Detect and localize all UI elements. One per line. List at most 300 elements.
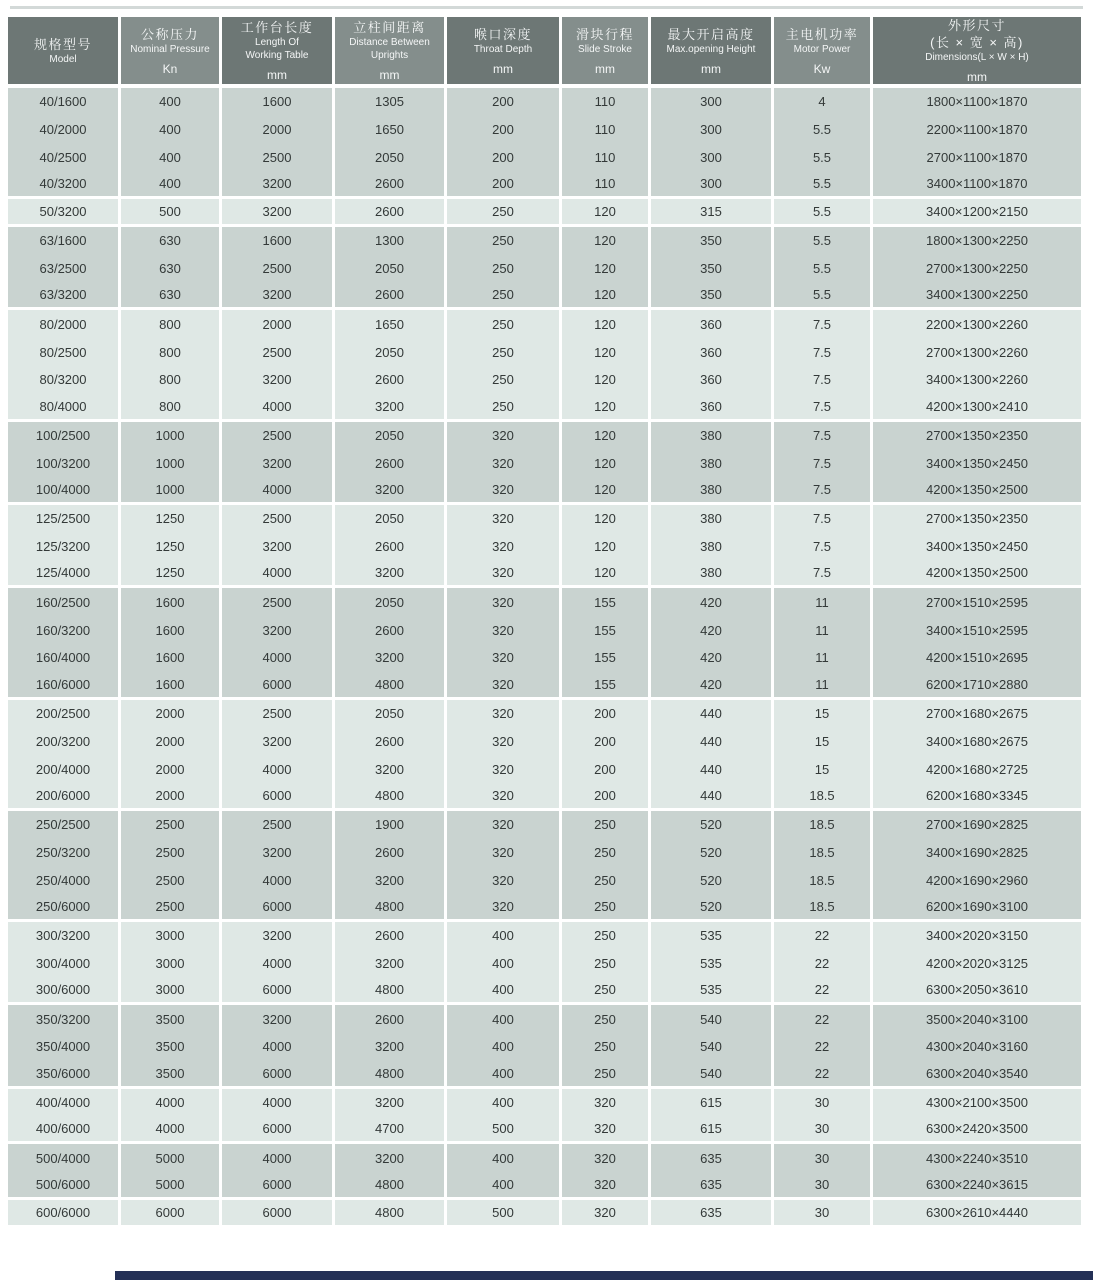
- cell-slide-stroke: 155: [562, 616, 648, 644]
- cell-nominal-pressure: 1600: [121, 616, 219, 644]
- cell-uprights-distance: 2600: [335, 839, 444, 867]
- cell-model: 250/2500: [8, 811, 118, 839]
- header-en-label: Dimensions(L × W × H): [925, 52, 1029, 63]
- cell-working-table-length: 4000: [222, 1089, 332, 1117]
- cell-uprights-distance: 2600: [335, 616, 444, 644]
- cell-dimensions: 6200×1710×2880: [873, 672, 1081, 700]
- cell-dimensions: 2700×1680×2675: [873, 700, 1081, 728]
- table-row: [8, 1033, 1081, 1061]
- cell-working-table-length: 2500: [222, 422, 332, 450]
- cell-max-opening-height: 635: [651, 1144, 771, 1172]
- cell-nominal-pressure: 1250: [121, 533, 219, 561]
- cell-slide-stroke: 155: [562, 672, 648, 700]
- cell-nominal-pressure: 630: [121, 255, 219, 283]
- cell-working-table-length: 4000: [222, 1033, 332, 1061]
- cell-uprights-distance: 2600: [335, 533, 444, 561]
- header-unit-label: mm: [493, 61, 513, 76]
- cell-uprights-distance: 2050: [335, 505, 444, 533]
- cell-max-opening-height: 380: [651, 505, 771, 533]
- cell-slide-stroke: 250: [562, 1061, 648, 1089]
- cell-dimensions: 2200×1100×1870: [873, 116, 1081, 144]
- cell-max-opening-height: 360: [651, 366, 771, 394]
- cell-dimensions: 2200×1300×2260: [873, 310, 1081, 338]
- cell-motor-power: 22: [774, 950, 870, 978]
- cell-uprights-distance: 4800: [335, 783, 444, 811]
- cell-throat-depth: 250: [447, 283, 559, 311]
- cell-model: 200/4000: [8, 755, 118, 783]
- table-row: [8, 310, 1081, 338]
- cell-nominal-pressure: 2500: [121, 839, 219, 867]
- col-header-dimensions: [873, 17, 1081, 88]
- table-row: [8, 338, 1081, 366]
- cell-slide-stroke: 155: [562, 588, 648, 616]
- cell-max-opening-height: 315: [651, 199, 771, 227]
- cell-max-opening-height: 635: [651, 1172, 771, 1200]
- cell-max-opening-height: 380: [651, 561, 771, 589]
- header-zh-label: 公称压力: [140, 26, 199, 42]
- cell-uprights-distance: 1650: [335, 310, 444, 338]
- cell-slide-stroke: 200: [562, 783, 648, 811]
- cell-motor-power: 22: [774, 1061, 870, 1089]
- cell-slide-stroke: 320: [562, 1116, 648, 1144]
- cell-motor-power: 15: [774, 755, 870, 783]
- row-group-63: [8, 227, 1081, 310]
- row-group-40: [8, 88, 1081, 199]
- cell-working-table-length: 4000: [222, 477, 332, 505]
- cell-max-opening-height: 420: [651, 672, 771, 700]
- cell-slide-stroke: 320: [562, 1144, 648, 1172]
- cell-uprights-distance: 4800: [335, 1172, 444, 1200]
- cell-working-table-length: 2500: [222, 811, 332, 839]
- cell-nominal-pressure: 800: [121, 394, 219, 422]
- col-header-model: [8, 17, 118, 88]
- cell-motor-power: 7.5: [774, 561, 870, 589]
- cell-max-opening-height: 420: [651, 644, 771, 672]
- cell-motor-power: 30: [774, 1089, 870, 1117]
- cell-max-opening-height: 380: [651, 477, 771, 505]
- cell-uprights-distance: 1650: [335, 116, 444, 144]
- cell-motor-power: 7.5: [774, 366, 870, 394]
- cell-throat-depth: 200: [447, 116, 559, 144]
- cell-uprights-distance: 2600: [335, 1005, 444, 1033]
- cell-throat-depth: 400: [447, 1089, 559, 1117]
- cell-uprights-distance: 2600: [335, 171, 444, 199]
- cell-uprights-distance: 2600: [335, 366, 444, 394]
- cell-throat-depth: 320: [447, 533, 559, 561]
- cell-working-table-length: 3200: [222, 449, 332, 477]
- cell-slide-stroke: 110: [562, 116, 648, 144]
- cell-throat-depth: 250: [447, 227, 559, 255]
- cell-motor-power: 7.5: [774, 310, 870, 338]
- cell-working-table-length: 3200: [222, 839, 332, 867]
- cell-nominal-pressure: 1600: [121, 588, 219, 616]
- cell-slide-stroke: 120: [562, 283, 648, 311]
- cell-slide-stroke: 250: [562, 839, 648, 867]
- table-row: [8, 1144, 1081, 1172]
- header-en-label: Nominal Pressure: [130, 43, 210, 55]
- cell-throat-depth: 400: [447, 1033, 559, 1061]
- cell-slide-stroke: 120: [562, 255, 648, 283]
- cell-throat-depth: 320: [447, 866, 559, 894]
- cell-slide-stroke: 120: [562, 561, 648, 589]
- cell-dimensions: 1800×1100×1870: [873, 88, 1081, 116]
- cell-slide-stroke: 120: [562, 533, 648, 561]
- cell-motor-power: 7.5: [774, 394, 870, 422]
- cell-throat-depth: 500: [447, 1116, 559, 1144]
- cell-max-opening-height: 300: [651, 171, 771, 199]
- cell-slide-stroke: 250: [562, 894, 648, 922]
- cell-working-table-length: 3200: [222, 366, 332, 394]
- cell-dimensions: 6300×2040×3540: [873, 1061, 1081, 1089]
- cell-nominal-pressure: 400: [121, 88, 219, 116]
- cell-max-opening-height: 615: [651, 1116, 771, 1144]
- cell-uprights-distance: 2050: [335, 422, 444, 450]
- table-row: [8, 505, 1081, 533]
- cell-working-table-length: 4000: [222, 755, 332, 783]
- header-zh-label: 规格型号: [33, 36, 92, 52]
- table-row: [8, 477, 1081, 505]
- cell-max-opening-height: 440: [651, 755, 771, 783]
- cell-max-opening-height: 380: [651, 449, 771, 477]
- cell-motor-power: 22: [774, 1005, 870, 1033]
- cell-throat-depth: 320: [447, 700, 559, 728]
- cell-motor-power: 22: [774, 1033, 870, 1061]
- table-row: [8, 839, 1081, 867]
- table-row: [8, 116, 1081, 144]
- row-group-100: [8, 422, 1081, 505]
- cell-nominal-pressure: 2500: [121, 894, 219, 922]
- cell-motor-power: 4: [774, 88, 870, 116]
- cell-nominal-pressure: 800: [121, 310, 219, 338]
- cell-motor-power: 15: [774, 700, 870, 728]
- cell-motor-power: 18.5: [774, 866, 870, 894]
- cell-model: 400/4000: [8, 1089, 118, 1117]
- cell-dimensions: 4300×2040×3160: [873, 1033, 1081, 1061]
- cell-nominal-pressure: 400: [121, 116, 219, 144]
- cell-slide-stroke: 120: [562, 227, 648, 255]
- cell-dimensions: 2700×1510×2595: [873, 588, 1081, 616]
- cell-motor-power: 18.5: [774, 811, 870, 839]
- row-group-400: [8, 1089, 1081, 1145]
- cell-max-opening-height: 350: [651, 283, 771, 311]
- cell-throat-depth: 200: [447, 144, 559, 172]
- cell-nominal-pressure: 3000: [121, 950, 219, 978]
- cell-uprights-distance: 3200: [335, 1033, 444, 1061]
- cell-motor-power: 7.5: [774, 449, 870, 477]
- cell-slide-stroke: 120: [562, 310, 648, 338]
- cell-motor-power: 5.5: [774, 171, 870, 199]
- header-unit-label: Kn: [162, 61, 178, 76]
- table-row: [8, 561, 1081, 589]
- cell-throat-depth: 250: [447, 366, 559, 394]
- cell-slide-stroke: 250: [562, 950, 648, 978]
- cell-throat-depth: 500: [447, 1200, 559, 1228]
- cell-nominal-pressure: 800: [121, 338, 219, 366]
- cell-working-table-length: 1600: [222, 88, 332, 116]
- cell-throat-depth: 200: [447, 88, 559, 116]
- cell-throat-depth: 320: [447, 422, 559, 450]
- row-group-500: [8, 1144, 1081, 1200]
- col-header-slide-stroke: [562, 17, 648, 88]
- cell-dimensions: 3400×1100×1870: [873, 171, 1081, 199]
- cell-model: 100/2500: [8, 422, 118, 450]
- cell-dimensions: 3400×1300×2260: [873, 366, 1081, 394]
- cell-uprights-distance: 3200: [335, 644, 444, 672]
- cell-max-opening-height: 440: [651, 700, 771, 728]
- cell-model: 160/6000: [8, 672, 118, 700]
- cell-throat-depth: 320: [447, 755, 559, 783]
- cell-max-opening-height: 360: [651, 310, 771, 338]
- col-header-max-opening-height: [651, 17, 771, 88]
- cell-motor-power: 5.5: [774, 116, 870, 144]
- cell-slide-stroke: 250: [562, 866, 648, 894]
- cell-motor-power: 5.5: [774, 144, 870, 172]
- cell-motor-power: 18.5: [774, 839, 870, 867]
- header-en-label: Max.opening Height: [666, 43, 756, 55]
- header-en-label: Motor Power: [793, 43, 851, 55]
- cell-throat-depth: 320: [447, 839, 559, 867]
- cell-slide-stroke: 250: [562, 1005, 648, 1033]
- cell-motor-power: 22: [774, 978, 870, 1006]
- cell-uprights-distance: 3200: [335, 755, 444, 783]
- cell-working-table-length: 2500: [222, 144, 332, 172]
- table-row: [8, 616, 1081, 644]
- cell-dimensions: 3400×1680×2675: [873, 727, 1081, 755]
- cell-nominal-pressure: 3500: [121, 1033, 219, 1061]
- row-group-80: [8, 310, 1081, 421]
- table-row: [8, 144, 1081, 172]
- header-en-label: Throat Depth: [473, 43, 533, 55]
- cell-max-opening-height: 540: [651, 1061, 771, 1089]
- cell-motor-power: 7.5: [774, 533, 870, 561]
- cell-model: 80/4000: [8, 394, 118, 422]
- cell-throat-depth: 320: [447, 783, 559, 811]
- header-en-label: Slide Stroke: [578, 43, 632, 55]
- cell-working-table-length: 3200: [222, 616, 332, 644]
- header-en-label: Distance Between: [349, 37, 430, 48]
- cell-slide-stroke: 320: [562, 1172, 648, 1200]
- cell-throat-depth: 320: [447, 449, 559, 477]
- cell-motor-power: 5.5: [774, 199, 870, 227]
- table-row: [8, 449, 1081, 477]
- row-group-200: [8, 700, 1081, 811]
- cell-model: 600/6000: [8, 1200, 118, 1228]
- cell-nominal-pressure: 400: [121, 144, 219, 172]
- header-en-label: Working Table: [245, 50, 309, 61]
- cell-model: 100/3200: [8, 449, 118, 477]
- cell-slide-stroke: 250: [562, 811, 648, 839]
- cell-throat-depth: 400: [447, 1005, 559, 1033]
- cell-slide-stroke: 250: [562, 922, 648, 950]
- cell-model: 125/4000: [8, 561, 118, 589]
- header-en-label: Uprights: [370, 50, 409, 61]
- cell-working-table-length: 6000: [222, 1172, 332, 1200]
- cell-slide-stroke: 250: [562, 1033, 648, 1061]
- cell-dimensions: 6300×2240×3615: [873, 1172, 1081, 1200]
- table-row: [8, 700, 1081, 728]
- cell-dimensions: 2700×1350×2350: [873, 505, 1081, 533]
- cell-uprights-distance: 2600: [335, 199, 444, 227]
- table-row: [8, 199, 1081, 227]
- cell-dimensions: 4200×1690×2960: [873, 866, 1081, 894]
- cell-max-opening-height: 520: [651, 811, 771, 839]
- cell-nominal-pressure: 1000: [121, 449, 219, 477]
- cell-max-opening-height: 420: [651, 616, 771, 644]
- header-zh-label: (长 × 宽 × 高): [930, 35, 1024, 50]
- cell-dimensions: 3400×1350×2450: [873, 533, 1081, 561]
- cell-nominal-pressure: 5000: [121, 1144, 219, 1172]
- cell-throat-depth: 400: [447, 922, 559, 950]
- cell-working-table-length: 2500: [222, 255, 332, 283]
- cell-nominal-pressure: 1000: [121, 422, 219, 450]
- header-unit-label: mm: [595, 61, 615, 76]
- cell-dimensions: 4200×1680×2725: [873, 755, 1081, 783]
- cell-uprights-distance: 2050: [335, 338, 444, 366]
- cell-slide-stroke: 120: [562, 477, 648, 505]
- cell-throat-depth: 250: [447, 338, 559, 366]
- cell-nominal-pressure: 5000: [121, 1172, 219, 1200]
- cell-uprights-distance: 3200: [335, 866, 444, 894]
- cell-nominal-pressure: 1250: [121, 505, 219, 533]
- cell-nominal-pressure: 2000: [121, 700, 219, 728]
- row-group-250: [8, 811, 1081, 922]
- table-row: [8, 755, 1081, 783]
- table-row: [8, 422, 1081, 450]
- cell-nominal-pressure: 500: [121, 199, 219, 227]
- cell-model: 160/2500: [8, 588, 118, 616]
- cell-slide-stroke: 120: [562, 422, 648, 450]
- col-header-motor-power: [774, 17, 870, 88]
- cell-working-table-length: 2000: [222, 116, 332, 144]
- cell-working-table-length: 4000: [222, 1144, 332, 1172]
- cell-motor-power: 18.5: [774, 783, 870, 811]
- header-en-label: Length Of: [255, 37, 299, 48]
- cell-max-opening-height: 360: [651, 338, 771, 366]
- cell-model: 500/4000: [8, 1144, 118, 1172]
- cell-dimensions: 2700×1300×2250: [873, 255, 1081, 283]
- cell-uprights-distance: 4800: [335, 1061, 444, 1089]
- cell-throat-depth: 250: [447, 255, 559, 283]
- table-row: [8, 533, 1081, 561]
- cell-nominal-pressure: 2000: [121, 783, 219, 811]
- cell-max-opening-height: 615: [651, 1089, 771, 1117]
- table-row: [8, 1089, 1081, 1117]
- header-unit-label: mm: [379, 68, 400, 82]
- cell-throat-depth: 200: [447, 171, 559, 199]
- cell-model: 63/1600: [8, 227, 118, 255]
- cell-model: 350/3200: [8, 1005, 118, 1033]
- cell-model: 40/1600: [8, 88, 118, 116]
- cell-working-table-length: 3200: [222, 727, 332, 755]
- cell-nominal-pressure: 1600: [121, 644, 219, 672]
- table-row: [8, 866, 1081, 894]
- table-row: [8, 644, 1081, 672]
- cell-model: 200/3200: [8, 727, 118, 755]
- cell-motor-power: 7.5: [774, 338, 870, 366]
- table-row: [8, 894, 1081, 922]
- cell-model: 80/3200: [8, 366, 118, 394]
- header-unit-label: mm: [267, 68, 287, 82]
- cell-nominal-pressure: 3000: [121, 922, 219, 950]
- cell-throat-depth: 400: [447, 1144, 559, 1172]
- row-group-350: [8, 1005, 1081, 1088]
- cell-nominal-pressure: 3500: [121, 1061, 219, 1089]
- cell-throat-depth: 320: [447, 505, 559, 533]
- cell-max-opening-height: 635: [651, 1200, 771, 1228]
- cell-model: 160/3200: [8, 616, 118, 644]
- cell-motor-power: 5.5: [774, 227, 870, 255]
- cell-uprights-distance: 2600: [335, 727, 444, 755]
- table-row: [8, 255, 1081, 283]
- cell-model: 200/6000: [8, 783, 118, 811]
- cell-dimensions: 3400×1350×2450: [873, 449, 1081, 477]
- table-row: [8, 1061, 1081, 1089]
- cell-motor-power: 5.5: [774, 283, 870, 311]
- cell-max-opening-height: 520: [651, 866, 771, 894]
- col-header-nominal-pressure: [121, 17, 219, 88]
- cell-nominal-pressure: 630: [121, 227, 219, 255]
- cell-working-table-length: 2000: [222, 310, 332, 338]
- cell-working-table-length: 6000: [222, 783, 332, 811]
- cell-uprights-distance: 3200: [335, 950, 444, 978]
- cell-motor-power: 30: [774, 1172, 870, 1200]
- cell-slide-stroke: 120: [562, 505, 648, 533]
- cell-working-table-length: 4000: [222, 866, 332, 894]
- cell-motor-power: 30: [774, 1116, 870, 1144]
- cell-working-table-length: 6000: [222, 1061, 332, 1089]
- row-group-50: [8, 199, 1081, 227]
- header-zh-label: 工作台长度: [240, 20, 314, 35]
- header-row: [8, 17, 1081, 88]
- cell-dimensions: 4300×2240×3510: [873, 1144, 1081, 1172]
- cell-motor-power: 11: [774, 616, 870, 644]
- cell-dimensions: 2700×1300×2260: [873, 338, 1081, 366]
- cell-max-opening-height: 520: [651, 839, 771, 867]
- cell-dimensions: 6300×2610×4440: [873, 1200, 1081, 1228]
- bottom-bar: [115, 1271, 1093, 1280]
- cell-dimensions: 4200×2020×3125: [873, 950, 1081, 978]
- cell-model: 125/3200: [8, 533, 118, 561]
- cell-throat-depth: 400: [447, 950, 559, 978]
- cell-uprights-distance: 1900: [335, 811, 444, 839]
- cell-max-opening-height: 380: [651, 422, 771, 450]
- table-row: [8, 978, 1081, 1006]
- cell-model: 100/4000: [8, 477, 118, 505]
- cell-max-opening-height: 420: [651, 588, 771, 616]
- cell-model: 63/2500: [8, 255, 118, 283]
- cell-motor-power: 5.5: [774, 255, 870, 283]
- cell-uprights-distance: 2600: [335, 922, 444, 950]
- table-row: [8, 672, 1081, 700]
- cell-nominal-pressure: 4000: [121, 1116, 219, 1144]
- table-row: [8, 922, 1081, 950]
- cell-working-table-length: 3200: [222, 1005, 332, 1033]
- cell-uprights-distance: 3200: [335, 394, 444, 422]
- cell-throat-depth: 320: [447, 616, 559, 644]
- cell-working-table-length: 4000: [222, 394, 332, 422]
- cell-slide-stroke: 120: [562, 338, 648, 366]
- col-header-uprights-distance: [335, 17, 444, 88]
- header-en-label: Model: [49, 53, 77, 65]
- cell-model: 40/2500: [8, 144, 118, 172]
- cell-dimensions: 4200×1510×2695: [873, 644, 1081, 672]
- cell-max-opening-height: 440: [651, 783, 771, 811]
- cell-working-table-length: 6000: [222, 978, 332, 1006]
- cell-model: 400/6000: [8, 1116, 118, 1144]
- cell-uprights-distance: 1300: [335, 227, 444, 255]
- cell-max-opening-height: 380: [651, 533, 771, 561]
- cell-motor-power: 18.5: [774, 894, 870, 922]
